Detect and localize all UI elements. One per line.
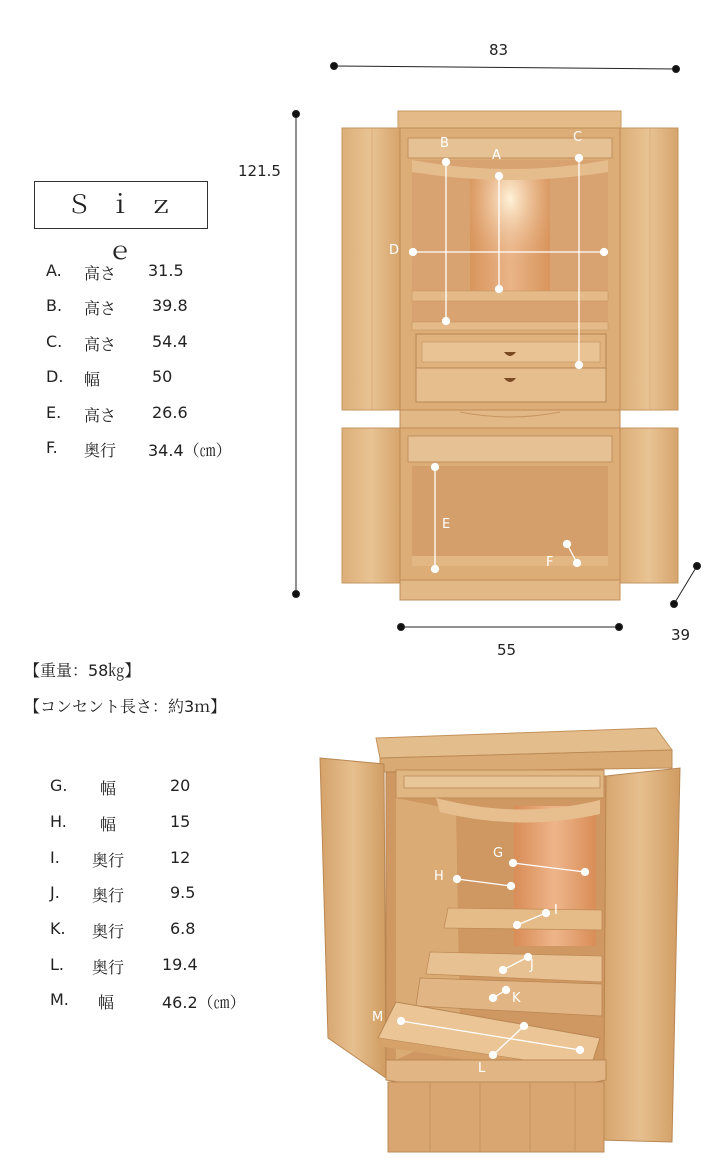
base-width-label: 55 [497,641,517,659]
point-label-i: I [554,903,558,918]
row-value: 20 [170,776,191,795]
row-value: 46.2（㎝） [162,993,246,1012]
weight-note: 【重量：58㎏】 [24,661,141,680]
row-label: 奥行 [92,922,125,941]
row-key: F. [46,438,58,457]
cord-length-note: 【コンセント長さ：約3ｍ】 [24,697,227,716]
row-value: 54.4 [152,332,188,351]
row-value: 50 [152,367,173,386]
row-label: 幅 [98,993,115,1012]
row-label: 高さ [84,335,117,354]
point-label-b: B [440,136,449,151]
row-key: G. [50,776,68,795]
row-value: 39.8 [152,296,188,315]
row-label: 幅 [100,815,117,834]
row-label: 高さ [84,264,117,283]
point-label-g: G [493,846,504,861]
cabinet-perspective-diagram [300,720,700,1160]
point-label-m: M [372,1010,384,1025]
width-dimension-line [331,63,680,73]
row-key: I. [50,848,60,867]
cabinet-front-view [342,111,678,600]
row-value: 9.5 [170,883,196,902]
base-width-dimension-line [398,624,623,631]
cabinet-perspective-view [320,728,680,1152]
point-label-k: K [512,991,521,1006]
row-key: K. [50,919,66,938]
point-label-h: H [434,869,444,884]
row-value: 6.8 [170,919,196,938]
depth-label: 39 [671,626,691,644]
point-label-d: D [389,243,400,258]
row-value: 15 [170,812,191,831]
overall-width-label: 83 [489,41,509,59]
row-key: M. [50,990,69,1009]
row-key: L. [50,955,64,974]
row-label: 高さ [84,406,117,425]
size-heading: Ｓｉｚｅ [34,181,208,229]
row-key: C. [46,332,63,351]
point-label-l: L [478,1061,486,1076]
row-key: H. [50,812,67,831]
row-value: 26.6 [152,403,188,422]
row-label: 奥行 [92,851,125,870]
row-key: J. [50,883,60,902]
point-label-a: A [492,148,501,163]
point-label-c: C [573,130,583,145]
row-label: 奥行 [92,958,125,977]
row-value: 12 [170,848,191,867]
row-label: 幅 [84,370,101,389]
point-label-e: E [442,517,451,532]
row-key: B. [46,296,63,315]
row-label: 奥行 [84,441,117,460]
row-key: E. [46,403,62,422]
row-value: 19.4 [162,955,198,974]
row-label: 奥行 [92,886,125,905]
overall-height-label: 121.5 [238,162,281,180]
row-key: A. [46,261,62,280]
point-label-j: J [530,958,534,973]
point-label-f: F [546,555,554,570]
row-label: 幅 [100,779,117,798]
row-label: 高さ [84,299,117,318]
height-dimension-line [293,111,300,598]
row-value: 34.4（㎝） [148,441,232,460]
row-key: D. [46,367,64,386]
row-value: 31.5 [148,261,184,280]
